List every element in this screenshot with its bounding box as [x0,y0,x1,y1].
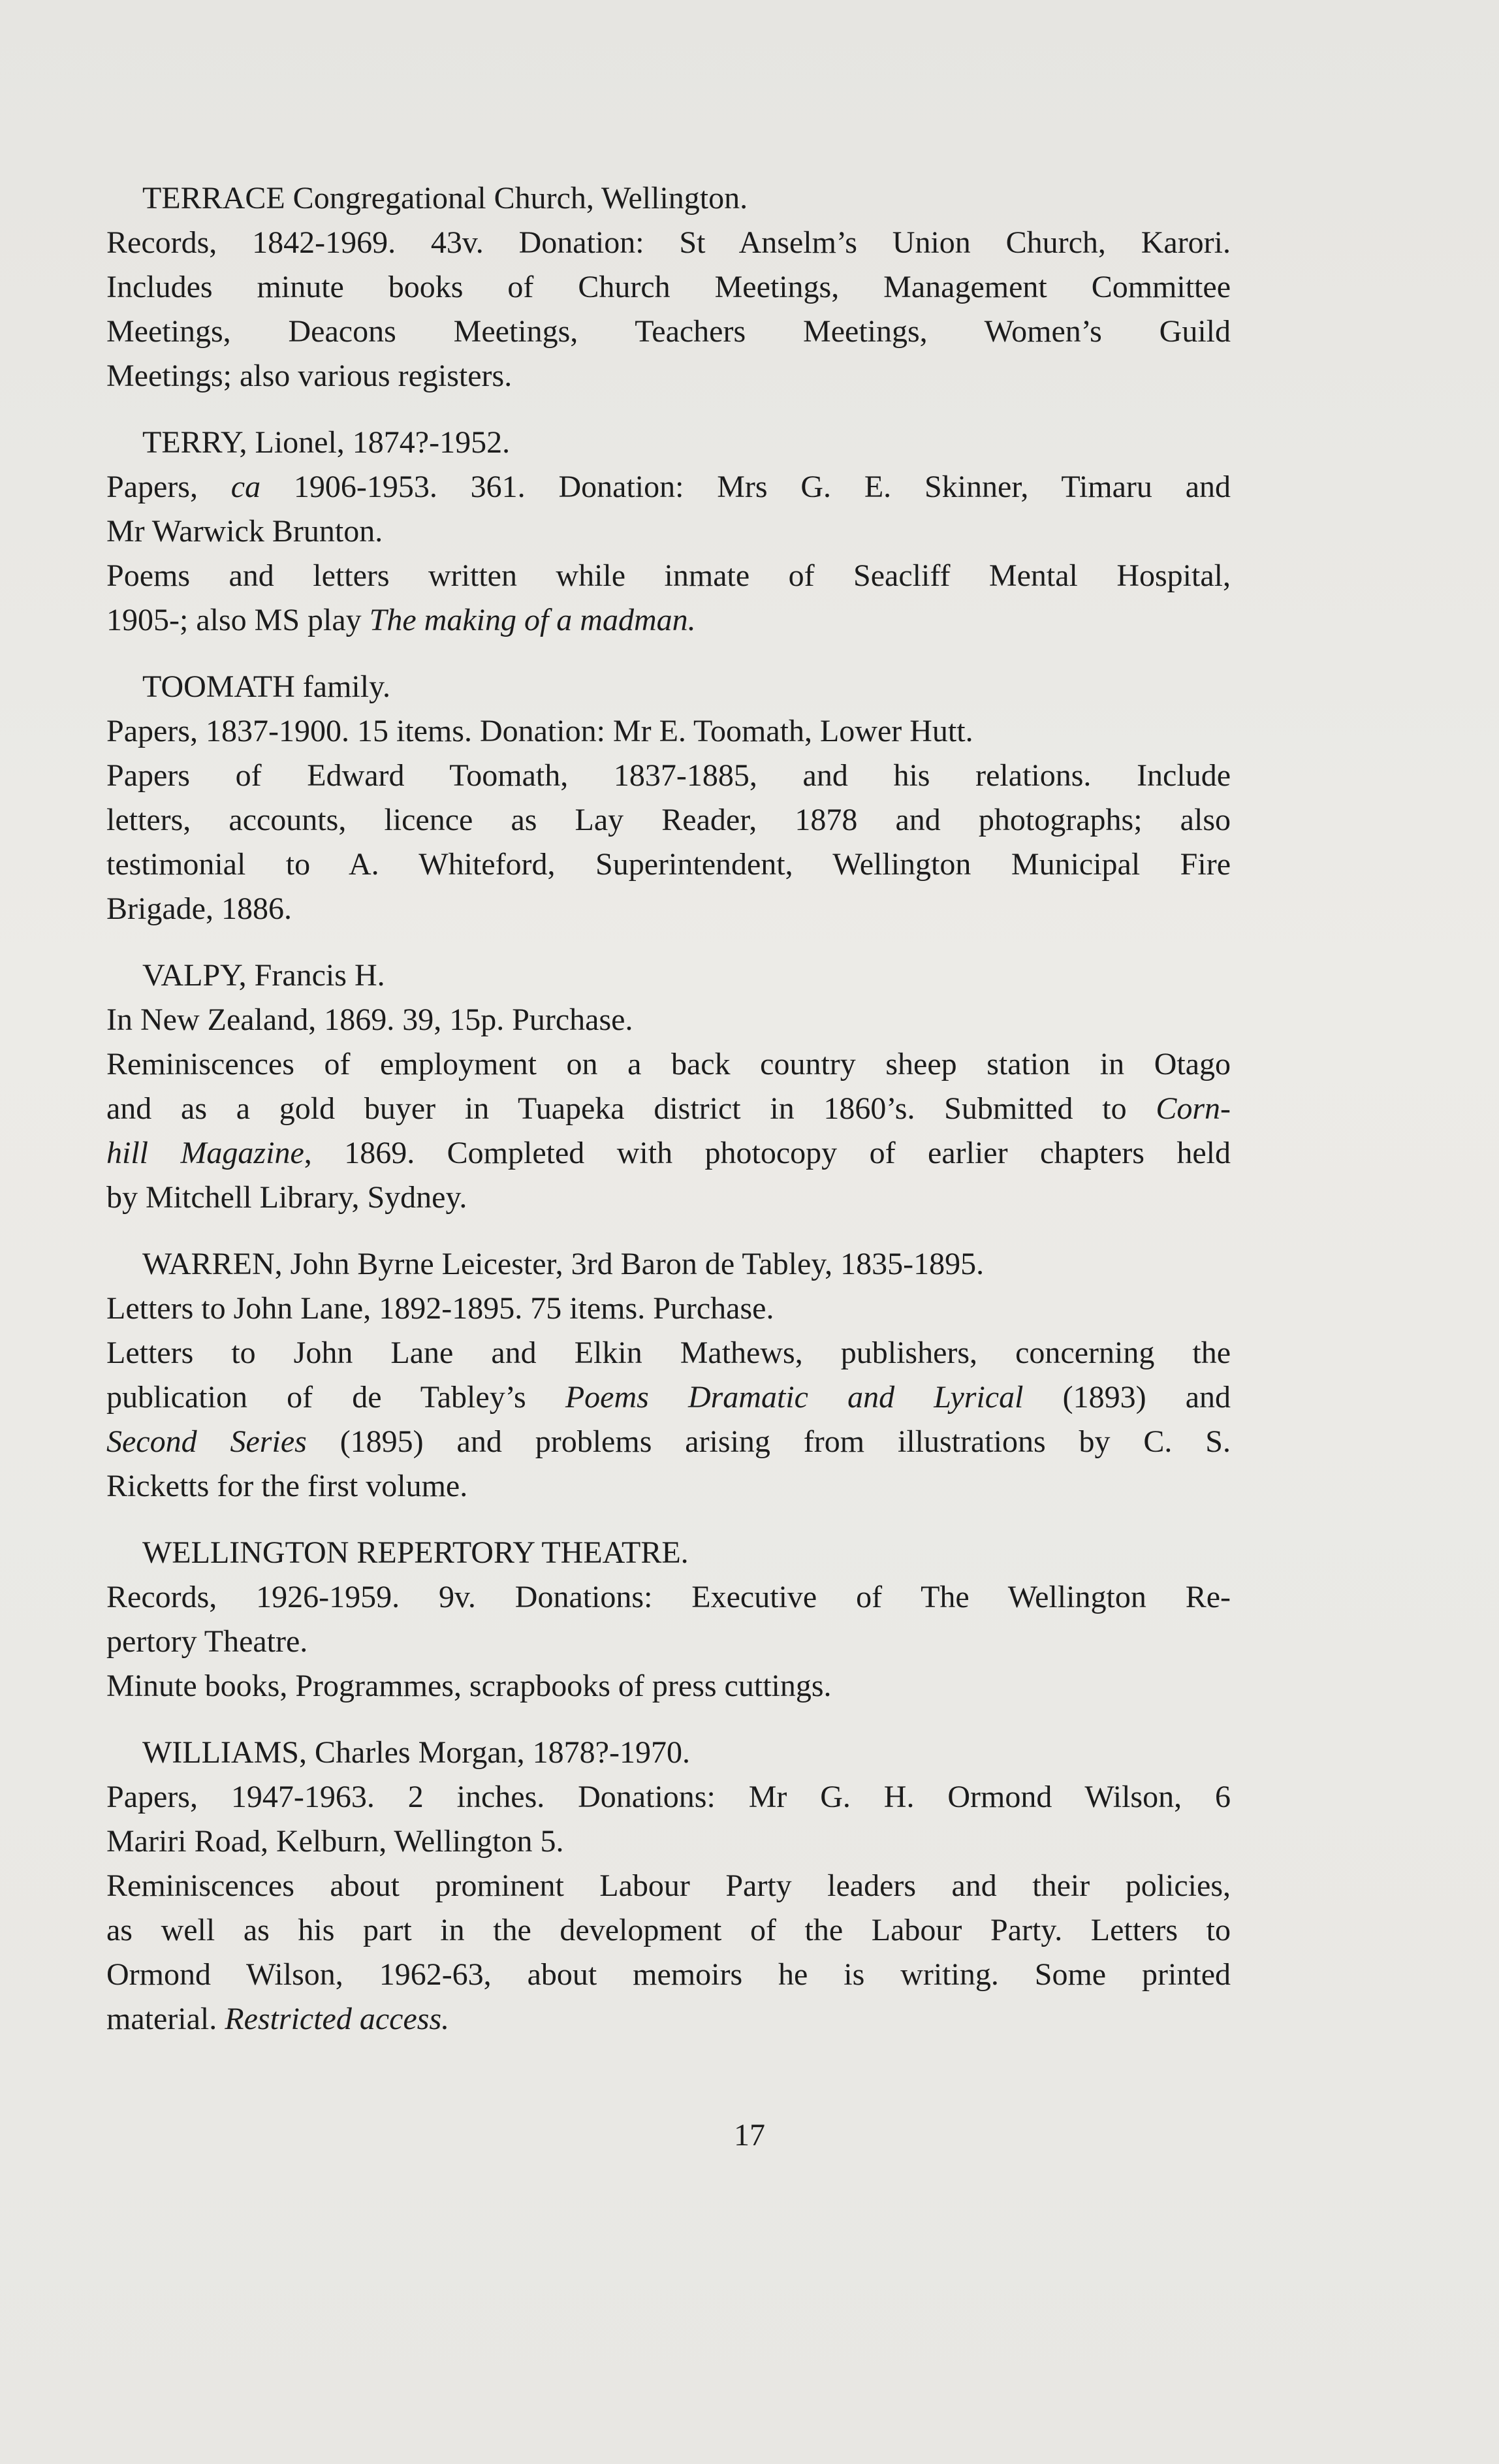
entry-heading: TOOMATH family. [142,669,390,704]
catalogue-entry [106,421,1231,643]
italic-segment: Restricted access. [225,2002,450,2036]
entry-line: Papers of Edward Toomath, 1837-1885, and his relations. Include [106,758,1231,793]
text-segment: 1905-; also MS play [106,603,370,637]
entry-line [106,1420,1231,1464]
italic-segment: ca [230,470,261,504]
entry-line: as well as his part in the development of the Labour Party. Letters to [106,1913,1231,1947]
catalogue-text [106,176,1231,2064]
entry-line: Ormond Wilson, 1962-63, about memoirs he is writing. Some printed [106,1957,1231,1992]
entry-line: In New Zealand, 1869. 39, 15p. Purchase. [106,1002,633,1037]
entry-line [106,1087,1231,1131]
entry-line: Ricketts for the first volume. [106,1469,468,1503]
entry-heading: WELLINGTON REPERTORY THEATRE. [142,1535,689,1570]
entry-line: letters, accounts, licence as Lay Reader, 1878 and photographs; also [106,803,1231,837]
text-segment: material. [106,2002,225,2036]
catalogue-entry [106,176,1231,398]
entry-line: by Mitchell Library, Sydney. [106,1180,467,1215]
entry-heading: WILLIAMS, Charles Morgan, 1878?-1970. [142,1735,690,1770]
entry-line: Includes minute books of Church Meetings, Management Committee [106,270,1231,304]
text-segment: 1906-1953. 361. Donation: Mrs G. E. Skinner, Timaru and [260,470,1231,504]
entry-line [106,1997,1231,2041]
italic-segment: Second Series [106,1424,307,1459]
entry-line: Records, 1926-1959. 9v. Donations: Executive of The Wellington Re- [106,1580,1231,1614]
entry-line: Letters to John Lane, 1892-1895. 75 items. Purchase. [106,1291,774,1326]
entry-line: testimonial to A. Whiteford, Superintendent, Wellington Municipal Fire [106,847,1231,882]
entry-line: Minute books, Programmes, scrapbooks of press cuttings. [106,1669,832,1703]
italic-segment: Poems Dramatic and Lyrical [565,1380,1024,1415]
italic-segment: Corn- [1156,1091,1231,1126]
entry-line: Letters to John Lane and Elkin Mathews, publishers, concerning the [106,1336,1231,1370]
entry-line: Meetings; also various registers. [106,359,513,393]
entry-line: Records, 1842-1969. 43v. Donation: St Anselm’s Union Church, Karori. [106,225,1231,260]
text-segment: publication of de Tabley’s [106,1380,565,1415]
text-segment: , 1869. Completed with photocopy of earlier chapters held [304,1136,1231,1170]
catalogue-entry [106,665,1231,931]
entry-line [106,465,1231,509]
text-segment: (1893) and [1023,1380,1231,1415]
entry-line: Brigade, 1886. [106,891,292,926]
catalogue-entry [106,953,1231,1220]
entry-heading: TERRACE Congregational Church, Wellington. [142,181,748,216]
entry-line: Mariri Road, Kelburn, Wellington 5. [106,1824,564,1859]
entry-line: Meetings, Deacons Meetings, Teachers Meetings, Women’s Guild [106,314,1231,349]
italic-segment: The making of a madman. [369,603,696,637]
italic-segment: hill Magazine [106,1136,304,1170]
entry-line: Reminiscences of employment on a back country sheep station in Otago [106,1047,1231,1081]
entry-heading: WARREN, John Byrne Leicester, 3rd Baron de Tabley, 1835-1895. [142,1247,985,1281]
text-segment: and as a gold buyer in Tuapeka district in 1860’s. Submitted to [106,1091,1156,1126]
catalogue-entry [106,1531,1231,1708]
entry-line: Papers, 1837-1900. 15 items. Donation: Mr E. Toomath, Lower Hutt. [106,714,973,748]
entry-line: Mr Warwick Brunton. [106,514,383,549]
entry-line [106,1131,1231,1176]
entry-line: Poems and letters written while inmate of Seacliff Mental Hospital, [106,558,1231,593]
entry-line: pertory Theatre. [106,1624,308,1659]
entry-line [106,598,1231,643]
catalogue-entry [106,1242,1231,1509]
entry-line: Reminiscences about prominent Labour Party leaders and their policies, [106,1868,1231,1903]
entry-line [106,1375,1231,1420]
entry-heading: TERRY, Lionel, 1874?-1952. [142,425,511,460]
text-segment: (1895) and problems arising from illustrations by C. S. [306,1424,1231,1459]
catalogue-entry [106,1731,1231,2041]
page-number: 17 [734,2118,765,2152]
entry-line: Papers, 1947-1963. 2 inches. Donations: Mr G. H. Ormond Wilson, 6 [106,1780,1231,1814]
entry-heading: VALPY, Francis H. [142,958,385,993]
text-segment: Papers, [106,470,231,504]
